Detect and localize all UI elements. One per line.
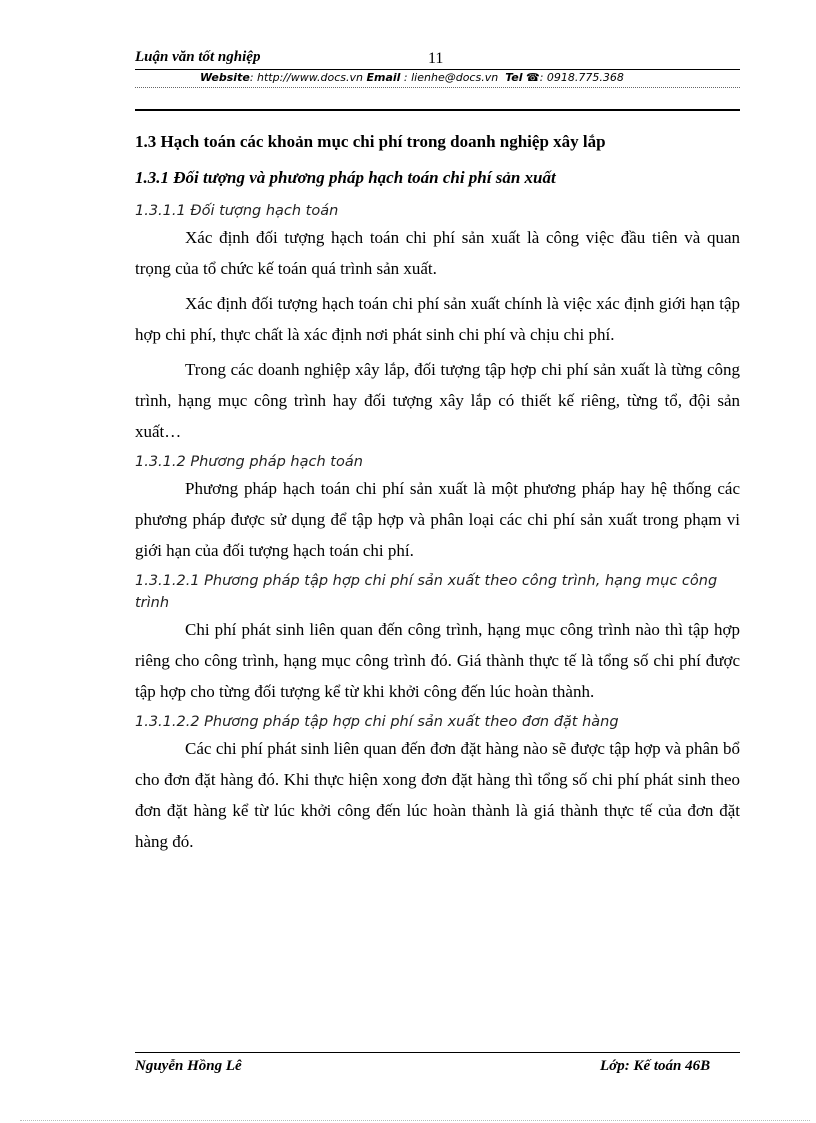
header-title: Luận văn tốt nghiệp — [135, 49, 261, 65]
body-content — [135, 130, 740, 861]
paragraph: Trong các doanh nghiệp xây lắp, đối tượng tập hợp chi phí sản xuất là từng công trình, hạng mục công trình hay đối tượng xây lắp có thiết kế riêng, từng tổ, đội sản xuất… — [135, 360, 740, 441]
footer-class: Lớp: Kế toán 46B — [600, 1058, 711, 1074]
page-number: 11 — [428, 50, 444, 67]
email-value: : lienhe@docs.vn — [400, 71, 499, 84]
website-value: : http://www.docs.vn — [249, 71, 363, 84]
tel-value: : 0918.775.368 — [539, 71, 624, 84]
sub-subsection-heading: 1.3.1.2 Phương pháp hạch toán — [135, 454, 363, 470]
phone-icon: ☎ — [526, 71, 540, 84]
email-label: Email — [366, 71, 401, 84]
footer-rule — [135, 1052, 740, 1053]
website-label: Website — [200, 71, 250, 84]
footer-author: Nguyễn Hồng Lê — [135, 1058, 242, 1074]
header-bottom-rule — [135, 109, 740, 111]
minor-heading: 1.3.1.2.1 Phương pháp tập hợp chi phí sản xuất theo công trình, hạng mục công trình — [135, 573, 718, 611]
subsection-heading: 1.3.1 Đối tượng và phương pháp hạch toán chi phí sản xuất — [135, 168, 556, 187]
sub-subsection-heading: 1.3.1.1 Đối tượng hạch toán — [135, 203, 339, 219]
paragraph: Xác định đối tượng hạch toán chi phí sản xuất là công việc đầu tiên và quan trọng của tổ chức kế toán quá trình sản xuất. — [135, 228, 740, 278]
header-contact — [200, 71, 624, 84]
tel-label: Tel — [505, 71, 523, 84]
paragraph: Chi phí phát sinh liên quan đến công trình, hạng mục công trình nào thì tập hợp riêng cho công trình, hạng mục công trình đó. Giá thành thực tế là tổng số chi phí được tập hợp cho từng đối tượng kể từ khi khởi công đến lúc hoàn thành. — [135, 620, 740, 701]
paragraph: Các chi phí phát sinh liên quan đến đơn đặt hàng nào sẽ được tập hợp và phân bổ cho đơn đặt hàng đó. Khi thực hiện xong đơn đặt hàng thì tổng số chi phí phát sinh theo đơn đặt hàng kể từ lúc khởi công đến lúc hoàn thành là giá thành thực tế của đơn đặt hàng đó. — [135, 739, 740, 851]
header-rule — [135, 69, 740, 70]
section-heading: 1.3 Hạch toán các khoản mục chi phí trong doanh nghiệp xây lắp — [135, 132, 606, 151]
minor-heading: 1.3.1.2.2 Phương pháp tập hợp chi phí sản xuất theo đơn đặt hàng — [135, 714, 619, 730]
page-bottom-dotted-rule — [20, 1120, 810, 1121]
paragraph: Xác định đối tượng hạch toán chi phí sản xuất chính là việc xác định giới hạn tập hợp chi phí, thực chất là xác định nơi phát sinh chi phí và chịu chi phí. — [135, 294, 740, 344]
header-dotted-rule — [135, 87, 740, 88]
paragraph: Phương pháp hạch toán chi phí sản xuất là một phương pháp hay hệ thống các phương pháp được sử dụng để tập hợp và phân loại các chi phí sản xuất trong phạm vi giới hạn của đối tượng hạch toán chi phí. — [135, 479, 740, 560]
